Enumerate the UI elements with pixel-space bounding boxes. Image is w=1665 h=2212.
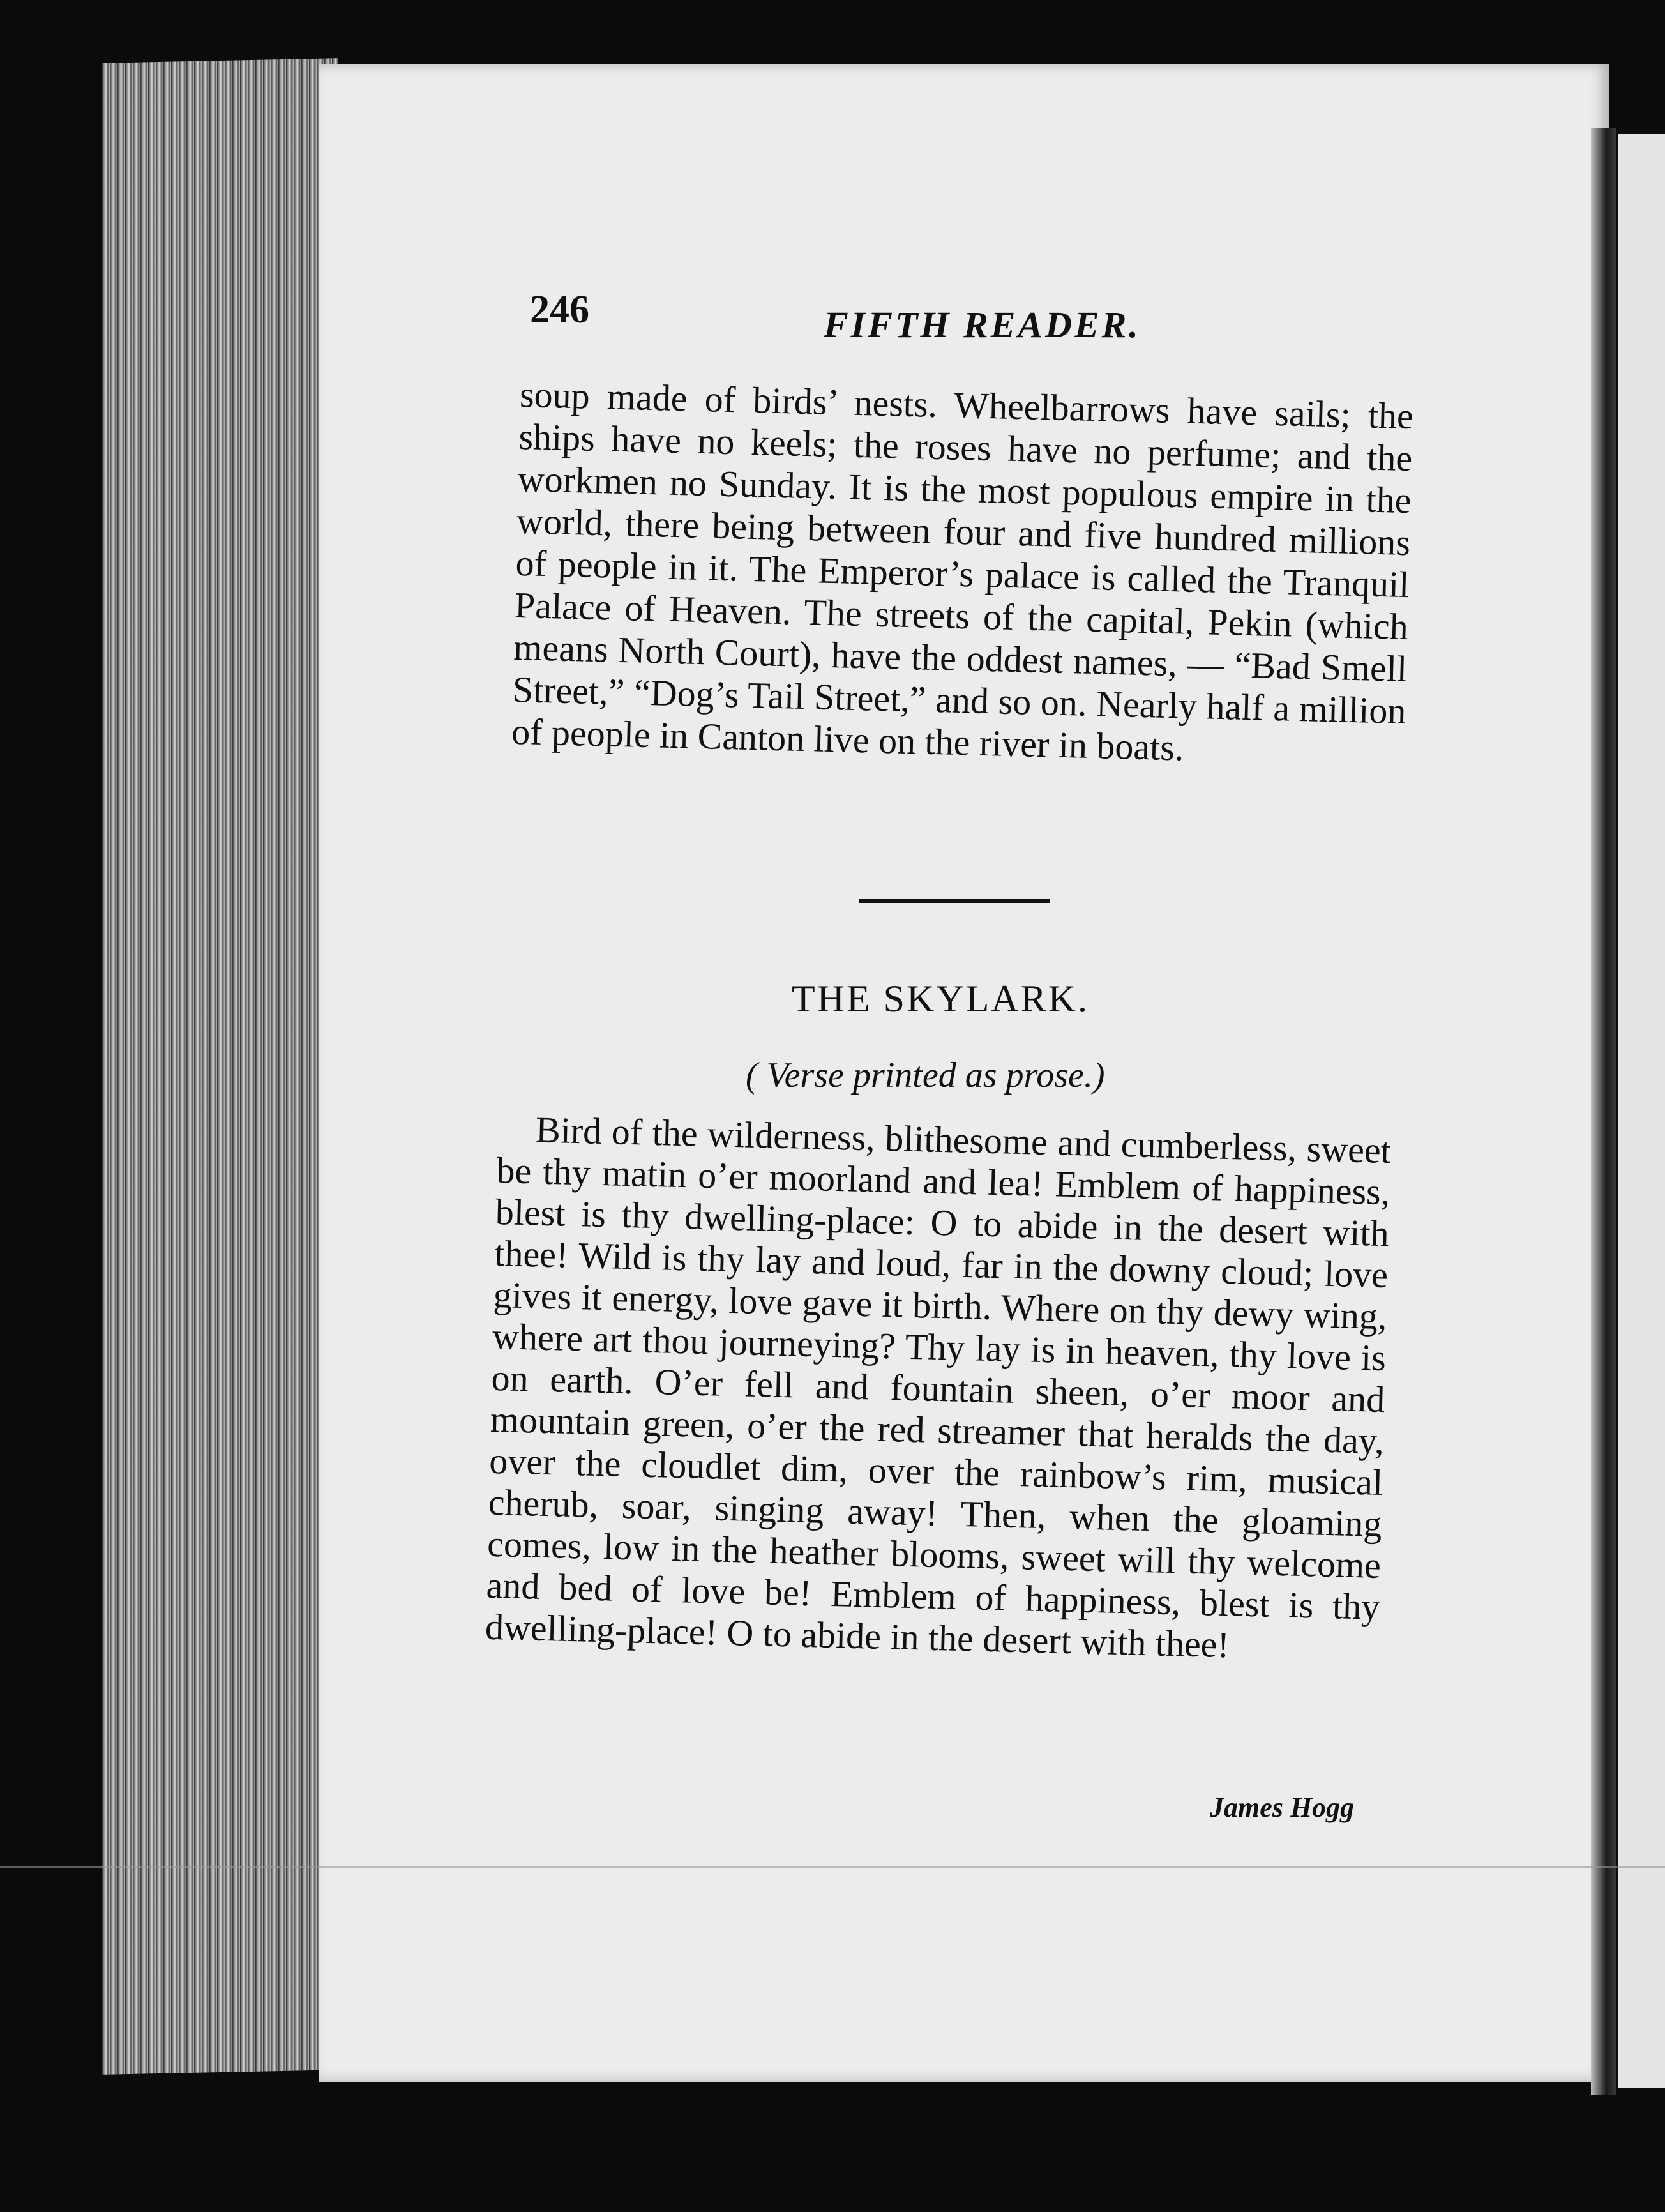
page-number: 246 bbox=[530, 288, 589, 331]
scan-artifact-line bbox=[0, 1866, 1665, 1868]
poem-subtitle: ( Verse printed as prose.) bbox=[746, 1056, 1105, 1095]
section-divider bbox=[859, 899, 1050, 903]
running-head: FIFTH READER. bbox=[824, 304, 1141, 345]
adjacent-page bbox=[1618, 134, 1665, 2088]
poem-author: James Hogg bbox=[1210, 1792, 1355, 1823]
continuation-paragraph bbox=[511, 374, 1413, 775]
page-edges bbox=[102, 58, 338, 2075]
poem-text: Bird of the wilderness, blithesome and cumberless, sweet be thy matin o’er moorland and lea! Emblem of happiness, blest is thy dwelling-place: O to abide in the desert with thee! Wild is thy lay and loud, far in the downy cloud; love gives it energy, love gave it birth. Where on thy dewy wing, where art thou journeying? Thy lay is in heaven, thy love is on earth. O’er fell and fountain sheen, o’er moor and mountain green, o’er the red streamer that heralds the day, over the cloudlet dim, over the rainbow’s rim, musical cherub, soar, singing away! Then, when the gloaming comes, low in the heather blooms, sweet will thy welcome and bed of love be! Emblem of happiness, blest is thy dwelling-place! O to abide in the desert with thee! bbox=[485, 1109, 1392, 1666]
poem-body bbox=[485, 1108, 1391, 1669]
continuation-text: soup made of birds’ nests. Wheelbarrows have sails; the ships have no keels; the roses have no perfume; and the workmen no Sunday. It is the most populous empire in the world, there being between four and five hundred millions of people in it. The Emperor’s palace is called the Tranquil Palace of Heaven. The streets of the capital, Pekin (which means North Court), have the oddest names, — “Bad Smell Street,” “Dog’s Tail Street,” and so on. Nearly half a million of people in Canton live on the river in boats. bbox=[511, 374, 1414, 769]
book-gutter bbox=[1591, 128, 1616, 2095]
poem-title: THE SKYLARK. bbox=[792, 978, 1089, 1020]
